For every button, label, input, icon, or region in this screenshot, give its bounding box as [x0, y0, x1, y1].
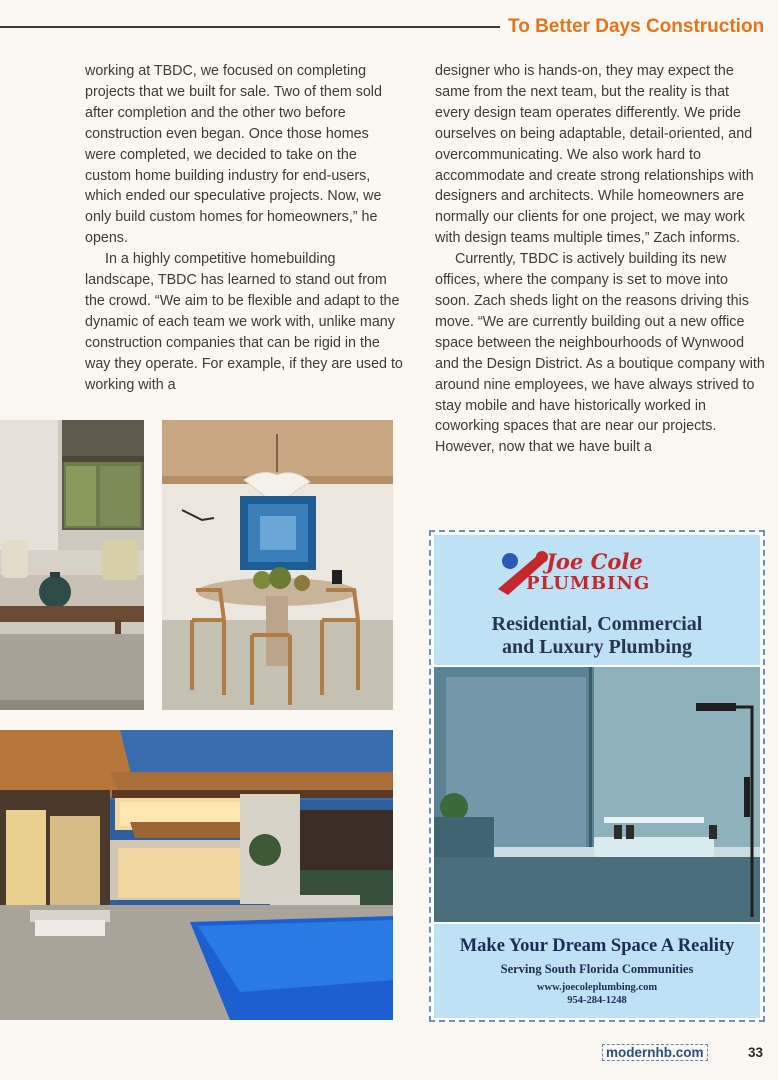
living-room-photo	[0, 420, 144, 710]
ad-bathroom-photo	[434, 667, 760, 922]
header-rule	[0, 26, 500, 28]
ad-tagline-line: and Luxury Plumbing	[501, 636, 693, 658]
article-paragraph: Currently, TBDC is actively building its new offices, where the company is set to move into soon. Zach sheds light on the reasons driving this move. “We are currently building out a new office space between the neighbourhoods of Wynwood and the Design District. As a boutique company with around nine employees, we have always strived to stay mobile and have historically worked in coworking spaces that are near our projects. However, now that we have built a	[435, 251, 765, 456]
article-paragraph: designer who is hands-on, they may expect the same from the next team, but the reality is that every design team operates differently. We pride ourselves on being adaptable, detail-oriented, and overcommunicating. We also work hard to accommodate and create strong relationships with designers and architects. While homeowners are normally our clients for one project, we may work with design teams multiple times,” Zach informs.	[435, 63, 754, 247]
ad-headline: Make Your Dream Space A Reality	[459, 936, 735, 956]
page-number: 33	[748, 1045, 764, 1060]
section-title: To Better Days Construction	[508, 16, 765, 37]
ad-tagline	[434, 613, 760, 659]
ad-brand-plumbing: PLUMBING	[526, 573, 651, 594]
article-column-left	[85, 61, 403, 396]
footer-site-link[interactable]: modernhb.com	[602, 1044, 708, 1061]
ad-brand-name: Joe Cole	[546, 549, 643, 574]
article-column-right	[435, 61, 765, 458]
article-paragraph: In a highly competitive homebuilding landscape, TBDC has learned to stand out from the crowd. “We aim to be flexible and adapt to the dynamic of each team we work with, unlike many construction companies that can be rigid in the way they operate. For example, if they are used to working with a	[85, 251, 403, 393]
plumbing-advertisement[interactable]	[429, 530, 765, 1022]
ad-subheadline: Serving South Florida Communities	[500, 962, 694, 976]
ad-tagline-line: Residential, Commercial	[491, 613, 703, 635]
article-paragraph: working at TBDC, we focused on completing projects that we built for sale. Two of them sold after completion and the other two before construction even began. Once those homes were completed, we decided to take on the custom home building industry for end-users, which ended our speculative projects. Now, we only build custom homes for homeowners,” he opens.	[85, 63, 382, 247]
dining-room-photo	[162, 420, 393, 710]
house-exterior-photo	[0, 730, 393, 1020]
ad-phone-number[interactable]: 954-284-1248	[567, 995, 627, 1006]
ad-header	[434, 535, 760, 665]
ad-footer	[434, 924, 760, 1018]
ad-website-link[interactable]: www.joecoleplumbing.com	[536, 982, 658, 993]
